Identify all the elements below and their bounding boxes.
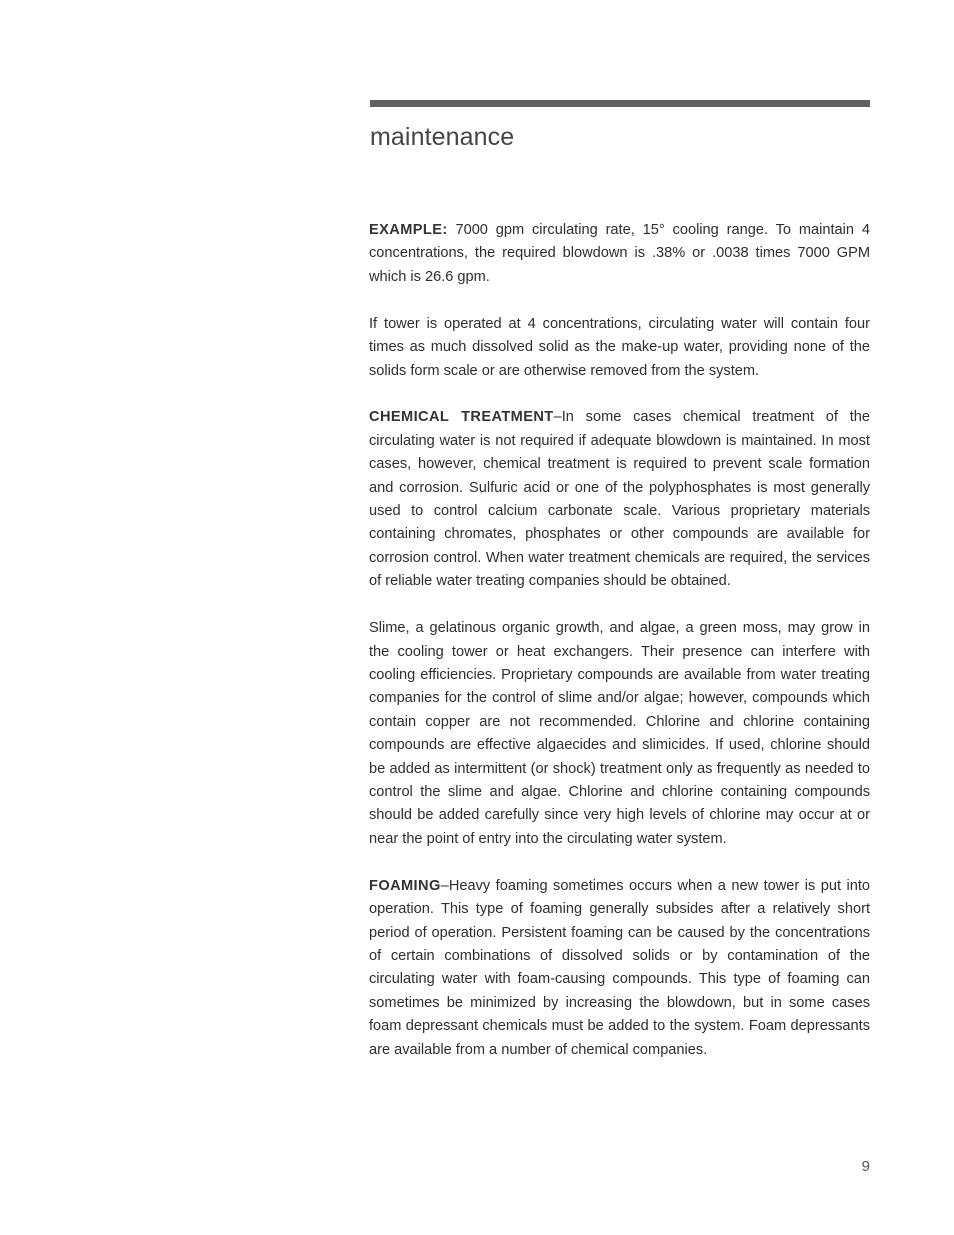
paragraph-concentrations — [369, 313, 870, 383]
paragraph-chemical-treatment — [369, 406, 870, 593]
paragraph-lead: CHEMICAL TREATMENT — [369, 409, 554, 426]
paragraph-text: Slime, a gelatinous organic growth, and algae, a green moss, may grow in the cooling tower or heat exchangers. Their presence can interfere with cooling efficiencies. Proprietary compounds are available from water treating companies for the control of slime and/or algae; however, compounds which contain copper are not recommended. Chlorine and chlorine containing compounds are effective algaecides and slimicides. If used, chlorine should be added as intermittent (or shock) treatment only as frequently as needed to control the slime and algae. Chlorine and chlorine containing compounds should be added carefully since very high levels of chlorine may occur at or near the point of entry into the circulating water system. — [369, 620, 870, 847]
paragraph-text: –Heavy foaming sometimes occurs when a new tower is put into operation. This type of foaming generally subsides after a relatively short period of operation. Persistent foaming can be caused by the concentrations of certain combinations of dissolved solids or by contamination of the circulating water with foam-causing compounds. This type of foaming can sometimes be minimized by increasing the blowdown, but in some cases foam depressant chemicals must be added to the system. Foam depressants are available from a number of chemical companies. — [369, 877, 870, 1058]
paragraph-text: 7000 gpm circulating rate, 15° cooling range. To maintain 4 concentrations, the required blowdown is .38% or .0038 times 7000 GPM which is 26.6 gpm. — [369, 222, 870, 285]
paragraph-example — [369, 219, 870, 289]
section-title: maintenance — [370, 123, 515, 151]
page-number: 9 — [861, 1158, 870, 1175]
paragraph-foaming — [369, 875, 870, 1062]
paragraph-lead: FOAMING — [369, 877, 441, 894]
paragraph-text: If tower is operated at 4 concentrations, circulating water will contain four times as much dissolved solid as the make-up water, providing none of the solids form scale or are otherwise removed from the system. — [369, 315, 870, 379]
paragraph-lead: EXAMPLE: — [369, 222, 448, 238]
body-text — [369, 219, 870, 1086]
paragraph-text: –In some cases chemical treatment of the circulating water is not required if adequate blowdown is maintained. In most cases, however, chemical treatment is required to prevent scale formation and corrosion. Sulfuric acid or one of the polyphosphates is most generally used to control calcium carbonate scale. Various proprietary materials containing chromates, phosphates or other compounds are available for corrosion control. When water treatment chemicals are required, the services of reliable water treating companies should be obtained. — [369, 409, 870, 590]
section-header-rule — [370, 100, 870, 107]
paragraph-slime-algae — [369, 617, 870, 851]
